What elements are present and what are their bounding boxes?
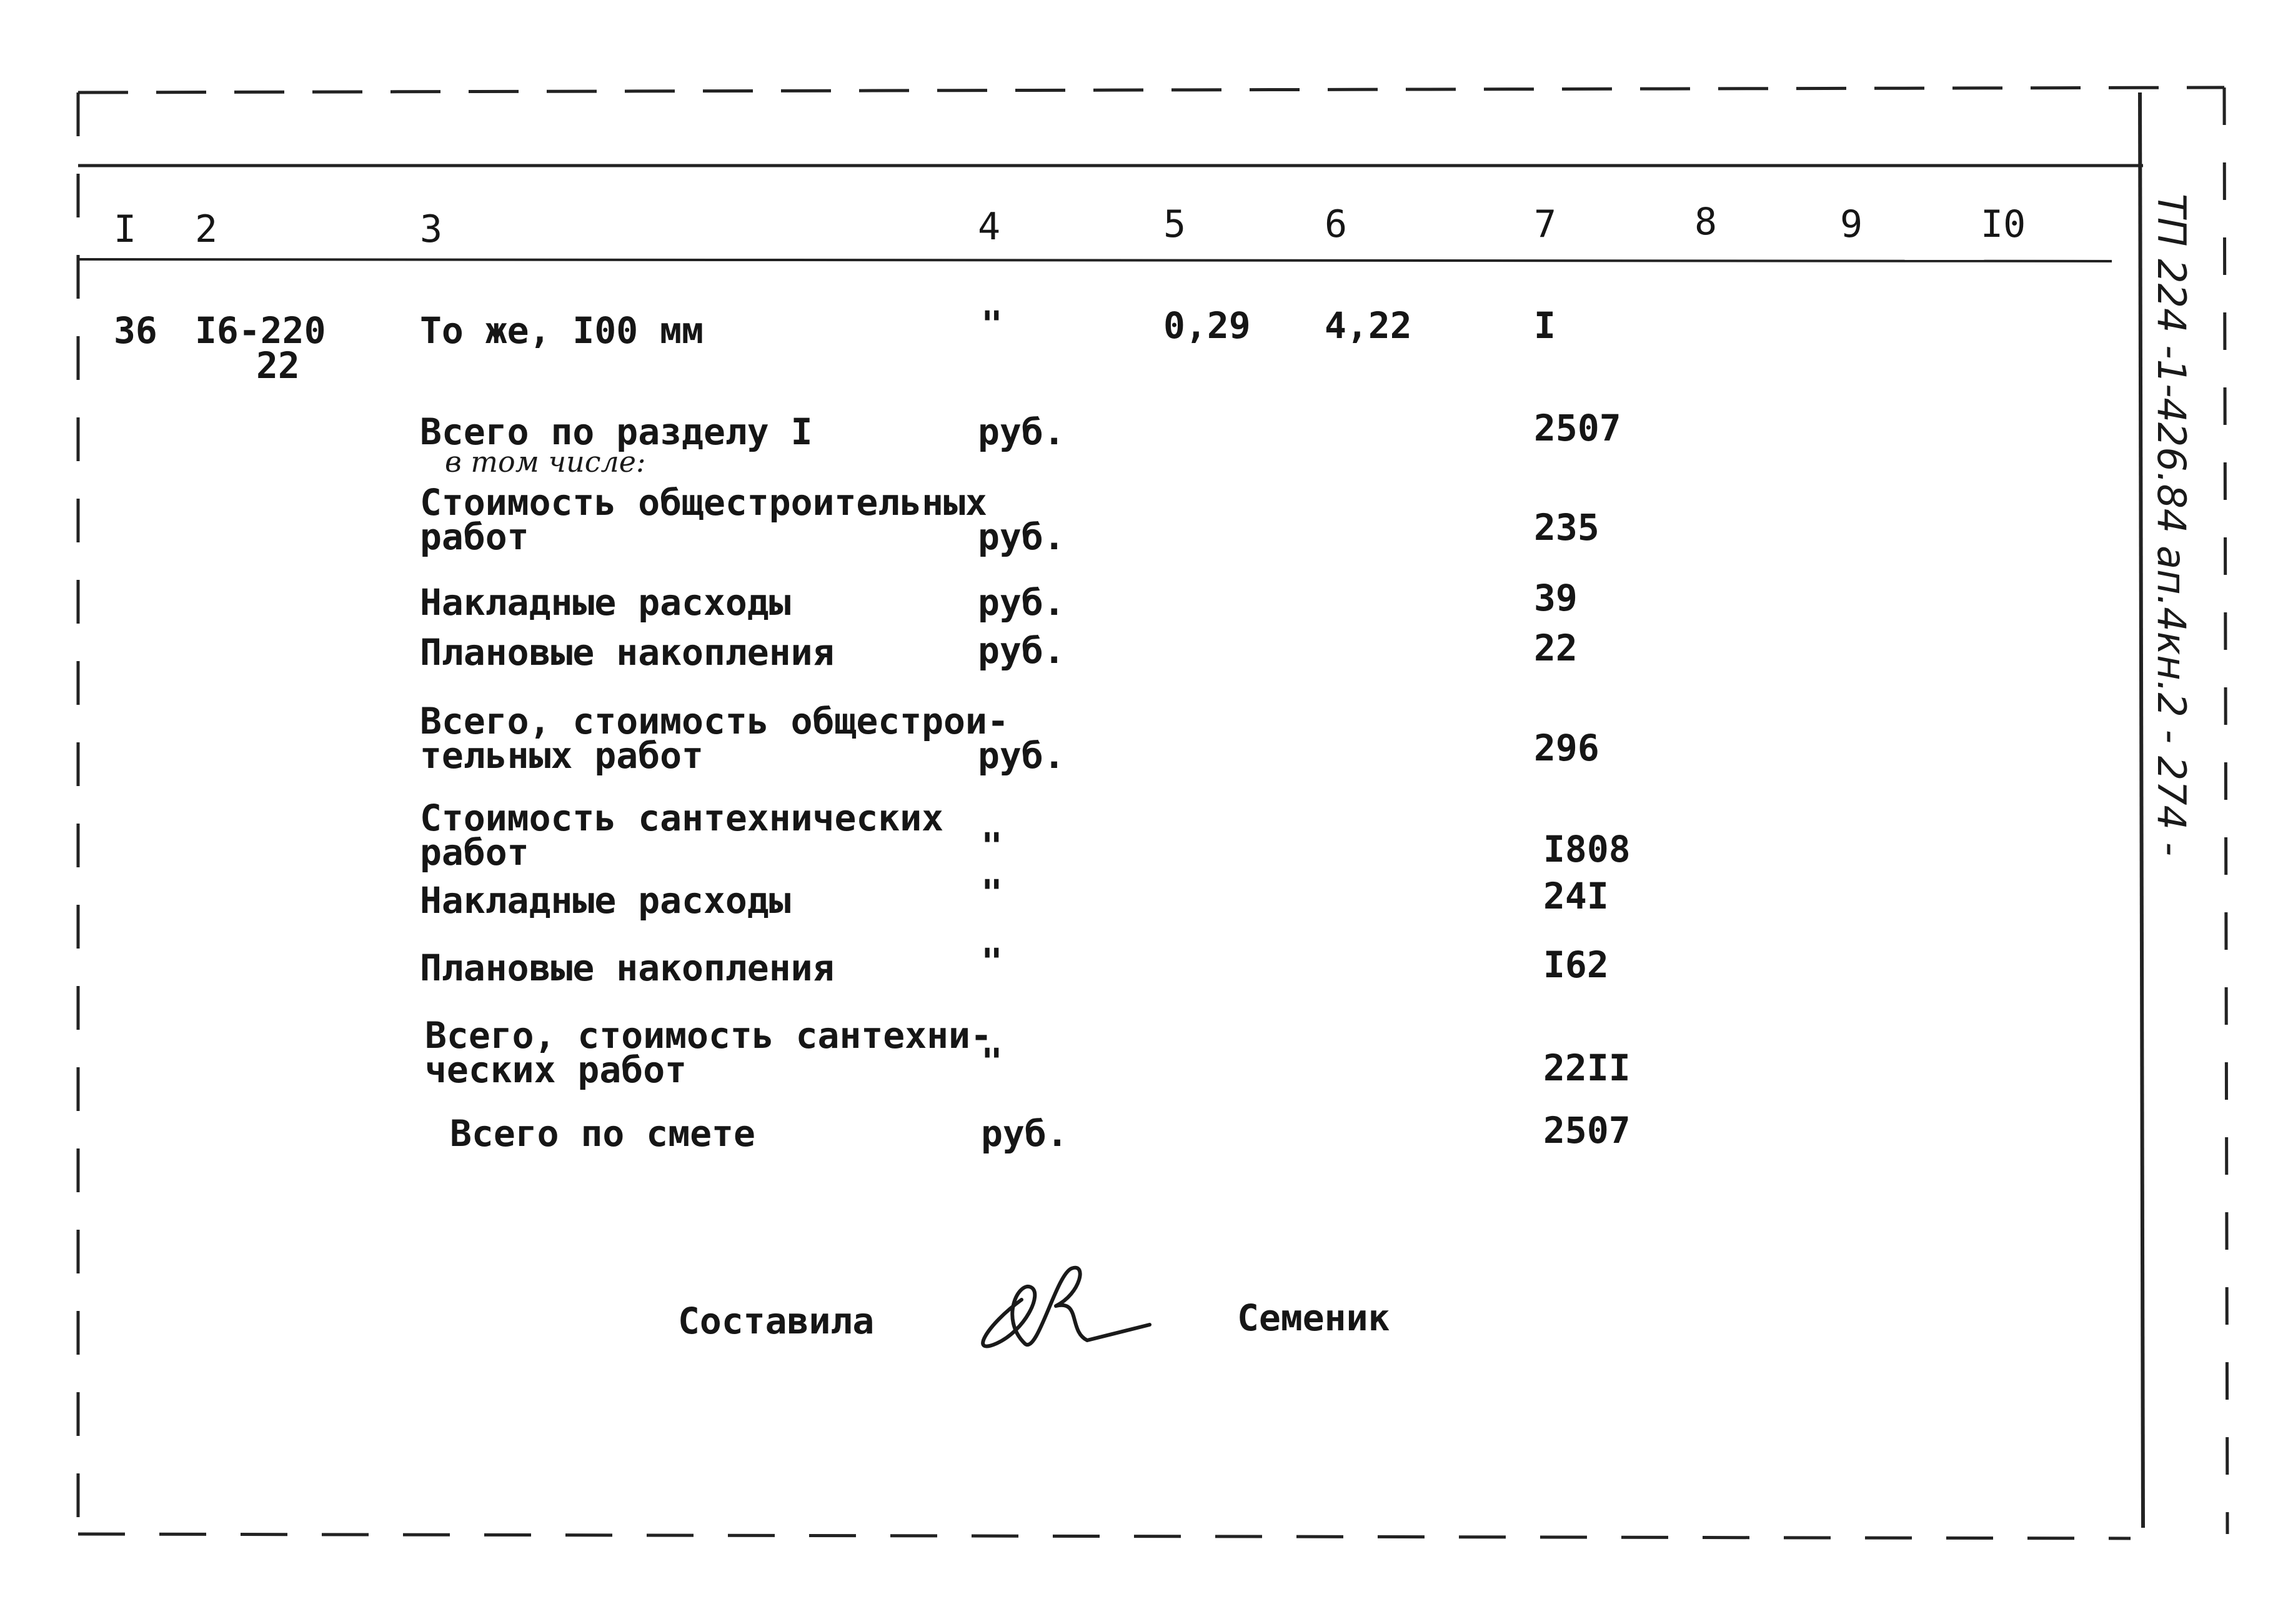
handwritten-note: в том числе:	[445, 445, 646, 479]
summary-label: Всего, стоимость общестрои-	[420, 700, 1009, 742]
summary-value: 22	[1534, 627, 1578, 669]
col-header-10: I0	[1981, 202, 2026, 246]
summary-label: Всего, стоимость сантехни-	[425, 1014, 992, 1057]
signature-icon	[962, 1250, 1168, 1362]
col7-value: I	[1534, 304, 1556, 347]
summary-value: 296	[1534, 727, 1599, 769]
summary-label: Плановые накопления	[420, 631, 835, 674]
summary-label: Плановые накопления	[420, 947, 835, 989]
compiled-label: Составила	[678, 1300, 875, 1342]
row-number: 36	[114, 309, 157, 352]
summary-unit: руб.	[981, 1112, 1068, 1155]
summary-label: Накладные расходы	[420, 581, 791, 624]
summary-value: 22II	[1543, 1047, 1631, 1089]
col-header-7: 7	[1534, 202, 1557, 246]
document-side-code: ТП 224 -1-426.84 ап.4кн.2 - 274 -	[2149, 194, 2194, 857]
summary-value: 235	[1534, 506, 1599, 549]
col5-value: 0,29	[1163, 304, 1251, 347]
col-header-8: 8	[1694, 200, 1718, 244]
summary-unit: руб.	[978, 516, 1065, 558]
summary-unit: "	[981, 825, 1003, 867]
work-name: То же, I00 мм	[420, 309, 704, 352]
summary-unit: "	[981, 872, 1003, 914]
summary-label: Стоимость общестроительных	[420, 481, 987, 524]
compiled-name: Семеник	[1237, 1297, 1390, 1339]
summary-value: 39	[1534, 577, 1578, 619]
col-header-3: 3	[420, 207, 443, 251]
col-header-4: 4	[978, 205, 1001, 249]
summary-unit: руб.	[978, 734, 1065, 777]
summary-label-cont: ческих работ	[425, 1049, 687, 1091]
col-header-5: 5	[1163, 202, 1186, 246]
summary-label: Стоимость сантехнических	[420, 797, 944, 839]
summary-value-total: 2507	[1543, 1109, 1631, 1152]
unit: "	[981, 303, 1003, 346]
col6-value: 4,22	[1325, 304, 1412, 347]
rate-code-sub: 22	[256, 344, 300, 387]
summary-unit: "	[981, 940, 1003, 983]
summary-value: I808	[1543, 828, 1631, 870]
summary-unit: руб.	[978, 629, 1065, 672]
col-header-1: I	[114, 207, 137, 251]
summary-value: 2507	[1534, 407, 1621, 449]
summary-label-cont: работ	[420, 831, 529, 874]
rate-code: I6-220	[195, 309, 326, 352]
col-header-2: 2	[195, 207, 218, 251]
summary-label: Всего по разделу I	[420, 411, 813, 453]
summary-value: 24I	[1543, 875, 1609, 917]
summary-unit: руб.	[978, 581, 1065, 624]
summary-label: Накладные расходы	[420, 879, 791, 922]
summary-label-cont: работ	[420, 516, 529, 558]
summary-value: I62	[1543, 944, 1609, 986]
summary-label-cont: тельных работ	[420, 734, 704, 777]
summary-unit: "	[981, 1040, 1003, 1083]
col-header-9: 9	[1840, 202, 1863, 246]
col-header-6: 6	[1325, 202, 1348, 246]
summary-unit: руб.	[978, 411, 1065, 453]
summary-label-total: Всего по смете	[450, 1112, 755, 1155]
